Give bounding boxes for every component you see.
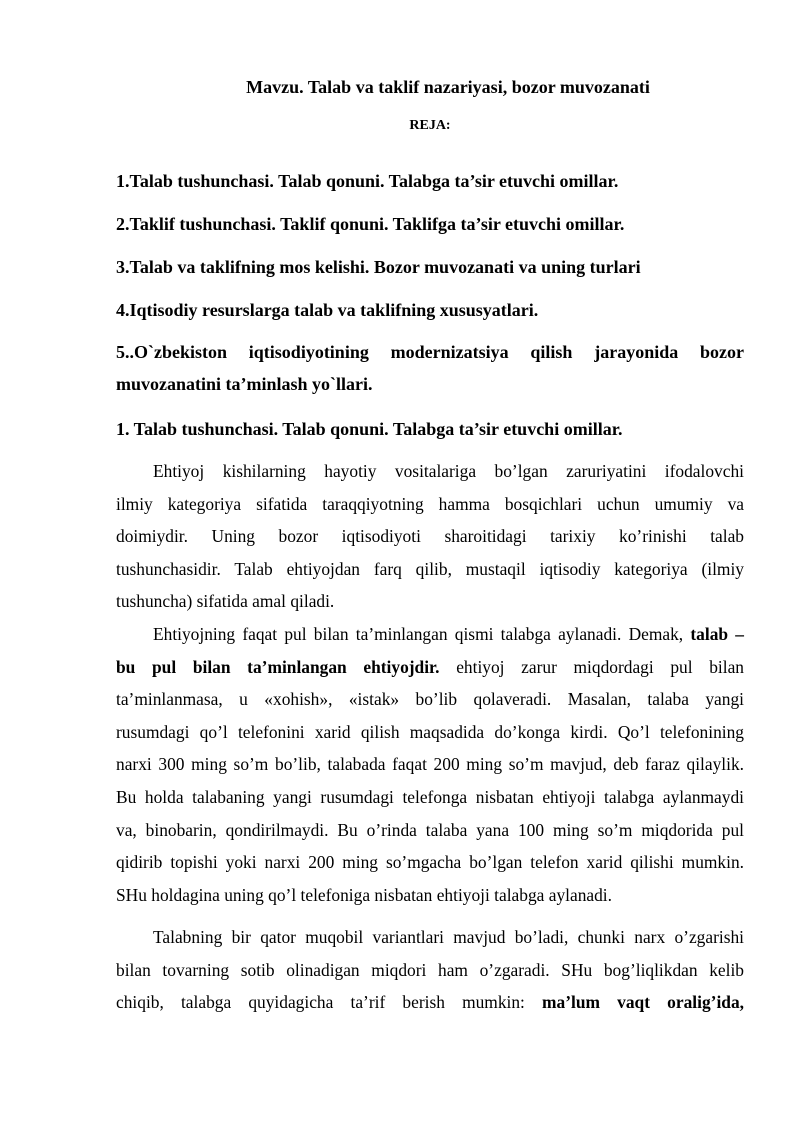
- plan-item-3: 3.Talab va taklifning mos kelishi. Bozor muvozanati va uning turlari: [116, 257, 641, 277]
- paragraph-2-text: ehtiyoj zarur miqdordagi pul bilan: [456, 656, 745, 677]
- paragraph-1-line: tushuncha) sifatida amal qiladi.: [116, 591, 335, 612]
- paragraph-3: [116, 921, 744, 1019]
- paragraph-2-line: narxi 300 ming so’m bo’lib, talabada faqat 200 ming so’m mavjud, deb faraz qilaylik.: [116, 754, 744, 775]
- paragraph-2-definition-end: bu pul bilan ta’minlangan ehtiyojdir.: [116, 656, 440, 677]
- plan-item-4: 4.Iqtisodiy resurslarga talab va taklifning xususyatlari.: [116, 300, 539, 320]
- paragraph-2-line: [116, 651, 744, 684]
- paragraph-2-line: va, binobarin, qondirilmaydi. Bu o’rinda talaba yana 100 ming so’m miqdorida pul: [116, 819, 744, 840]
- paragraph-2-line: SHu holdagina uning qo’l telefoniga nisbatan ehtiyoji talabga aylanadi.: [116, 884, 612, 905]
- plan-heading: REJA:: [409, 118, 451, 133]
- paragraph-2-line: ta’minlanmasa, u «xohish», «istak» bo’lib qolaveradi. Masalan, talaba yangi: [116, 689, 744, 710]
- paragraph-2-line: qidirib topishi yoki narxi 200 ming so’mgacha bo’lgan telefon xarid qilishi mumkin.: [116, 852, 744, 873]
- paragraph-3-line: [116, 986, 744, 1019]
- plan-item-5-line-1: 5..O`zbekiston iqtisodiyotining modernizatsiya qilish jarayonida bozor: [116, 342, 744, 362]
- paragraph-1-line: doimiydir. Uning bozor iqtisodiyoti sharoitidagi tarixiy ko’rinishi talab: [116, 526, 744, 547]
- plan-item-2: 2.Taklif tushunchasi. Taklif qonuni. Taklifga ta’sir etuvchi omillar.: [116, 214, 625, 234]
- paragraph-2: [116, 618, 744, 911]
- plan-item-5: [116, 336, 744, 400]
- paragraph-2-line: Bu holda talabaning yangi rusumdagi telefonga nisbatan ehtiyoji talabga aylanmaydi: [116, 786, 744, 807]
- plan-item-1: 1.Talab tushunchasi. Talab qonuni. Talabga ta’sir etuvchi omillar.: [116, 171, 619, 191]
- paragraph-1-line: tushunchasidir. Talab ehtiyojdan farq qilib, mustaqil iqtisodiy kategoriya (ilmiy: [116, 558, 744, 579]
- paragraph-3-definition-start: ma’lum vaqt oralig’ida,: [542, 992, 744, 1013]
- paragraph-3-text: chiqib, talabga quyidagicha ta’rif berish mumkin:: [116, 992, 525, 1013]
- paragraph-1-line: Ehtiyoj kishilarning hayotiy vositalariga bo’lgan zaruriyatini ifodalovchi: [153, 461, 744, 481]
- paragraph-1-line: ilmiy kategoriya sifatida taraqqiyotning hamma bosqichlari uchun umumiy va: [116, 493, 744, 514]
- title-text: Talab va taklif nazariyasi, bozor muvozanati: [307, 77, 650, 97]
- paragraph-2-line: rusumdagi qo’l telefonini xarid qilish maqsadida do’konga kirdi. Qo’l telefonining: [116, 721, 744, 742]
- paragraph-2-definition-start: talab –: [690, 624, 744, 644]
- document-title: [0, 76, 800, 98]
- title-label: Mavzu.: [246, 77, 304, 97]
- plan-item-5-line-2: muvozanatini ta’minlash yo`llari.: [116, 374, 373, 394]
- paragraph-3-line: bilan tovarning sotib olinadigan miqdori ham o’zgaradi. SHu bog’liqlikdan kelib: [116, 959, 744, 980]
- section-heading: 1. Talab tushunchasi. Talab qonuni. Talabga ta’sir etuvchi omillar.: [116, 419, 623, 439]
- paragraph-2-text: Ehtiyojning faqat pul bilan ta’minlangan qismi talabga aylanadi. Demak,: [153, 624, 684, 644]
- paragraph-1: [116, 455, 744, 618]
- paragraph-2-line: [116, 618, 744, 651]
- paragraph-3-line: Talabning bir qator muqobil variantlari mavjud bo’ladi, chunki narx o’zgarishi: [153, 927, 744, 947]
